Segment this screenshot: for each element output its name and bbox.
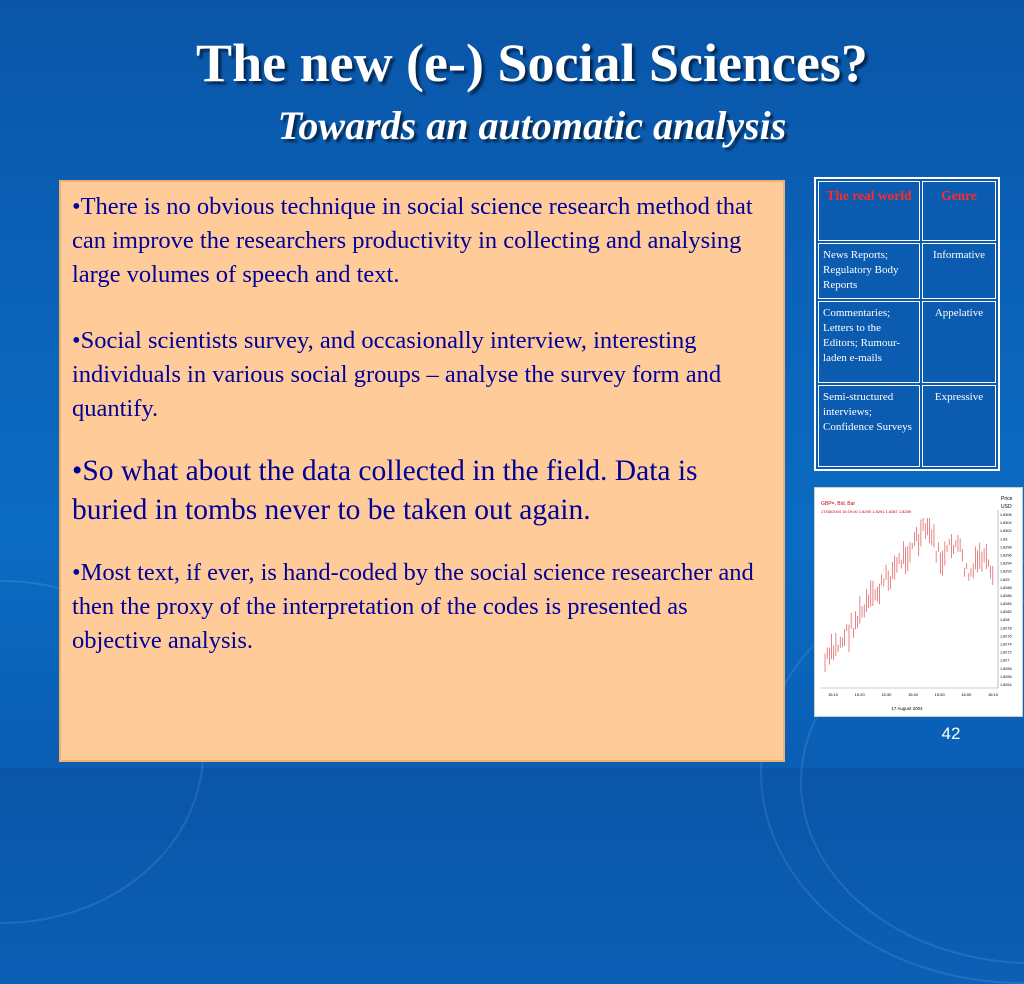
- price-chart: [815, 488, 1022, 716]
- y-tick-label: 1.8294: [1000, 561, 1012, 566]
- y-tick-label: 1.8288: [1000, 585, 1012, 590]
- x-tick-label: 16:10: [987, 692, 999, 697]
- table-row: [818, 301, 996, 383]
- x-tick-label: 15:50: [934, 692, 945, 697]
- y-tick-label: 1.8296: [1000, 553, 1012, 558]
- y-tick-label: 1.8284: [1000, 602, 1012, 607]
- slide-subtitle: Towards an automatic analysis: [277, 103, 787, 148]
- y-tick-label: 1.8298: [1000, 545, 1012, 550]
- table-row: [818, 385, 996, 467]
- bullet-text-panel: [59, 180, 785, 762]
- y-tick-label: 1.827: [1000, 658, 1010, 663]
- y-tick-label: 1.8292: [1000, 569, 1012, 574]
- y-tick-label: 1.8302: [1000, 529, 1012, 534]
- table-cell: Semi-structured interviews; Confidence Surveys: [818, 385, 920, 467]
- y-tick-label: 1.8268: [1000, 666, 1012, 671]
- genre-table: [814, 177, 1000, 471]
- table-cell: News Reports; Regulatory Body Reports: [818, 243, 920, 299]
- y-tick-label: 1.8272: [1000, 650, 1012, 655]
- bullet-point: •There is no obvious technique in social science research method that can improve the researchers productivity in collecting and analysing large volumes of speech and text.: [72, 193, 753, 288]
- table-header-cell: Genre: [922, 181, 996, 241]
- y-tick-label: 1.829: [1000, 577, 1010, 582]
- y-tick-label: 1.8304: [1000, 521, 1012, 526]
- bullet-point: •Most text, if ever, is hand-coded by the social science researcher and then the proxy of the interpretation of the codes is presented as objective analysis.: [72, 559, 754, 654]
- x-tick-label: 16:00: [961, 692, 972, 697]
- chart-header-text: GBP=, Bid, Bar: [821, 501, 856, 507]
- y-tick-label: 1.8306: [1000, 513, 1012, 517]
- y-tick-label: 1.828: [1000, 618, 1010, 623]
- slide-title: The new (e-) Social Sciences?: [196, 33, 868, 93]
- chart-currency-label: USD: [1001, 504, 1012, 510]
- table-cell: Informative: [922, 243, 996, 299]
- table-cell: Commentaries; Letters to the Editors; Rumour-laden e-mails: [818, 301, 920, 383]
- x-tick-label: 15:10: [827, 692, 839, 697]
- y-tick-labels: [1000, 513, 1012, 687]
- y-tick-label: 1.8266: [1000, 674, 1012, 679]
- x-tick-label: 15:30: [881, 692, 892, 697]
- table-cell: Expressive: [922, 385, 996, 467]
- x-tick-labels: [828, 692, 999, 697]
- bullet-point: •Social scientists survey, and occasionally interview, interesting individuals in various social groups – analyse the survey form and quantify.: [72, 327, 722, 422]
- y-tick-label: 1.8286: [1000, 593, 1012, 598]
- y-tick-label: 1.8278: [1000, 626, 1012, 631]
- x-tick-label: 15:20: [854, 692, 865, 697]
- chart-date-label: 17 August 2004: [891, 706, 923, 711]
- y-tick-label: 1.8274: [1000, 642, 1012, 647]
- chart-info-line: 17/08/2004 16:19:00 1.8290 1.8291 1.8287 1.8289: [821, 509, 912, 514]
- table-row: [818, 243, 996, 299]
- table-header-cell: The real world: [818, 181, 920, 241]
- price-chart-image: [814, 487, 1023, 717]
- y-tick-label: 1.8282: [1000, 610, 1012, 615]
- price-bars: [825, 518, 993, 672]
- y-tick-label: 1.8276: [1000, 634, 1012, 639]
- bullet-point: •So what about the data collected in the field. Data is buried in tombs never to be taken out again.: [72, 455, 698, 526]
- chart-price-label: Price: [1001, 496, 1013, 502]
- x-tick-label: 15:40: [907, 692, 919, 697]
- page-number: 42: [941, 724, 961, 743]
- y-tick-label: 1.8264: [1000, 683, 1012, 687]
- table-cell: Appelative: [922, 301, 996, 383]
- y-tick-label: 1.83: [1000, 537, 1008, 542]
- table-header-row: [818, 181, 996, 241]
